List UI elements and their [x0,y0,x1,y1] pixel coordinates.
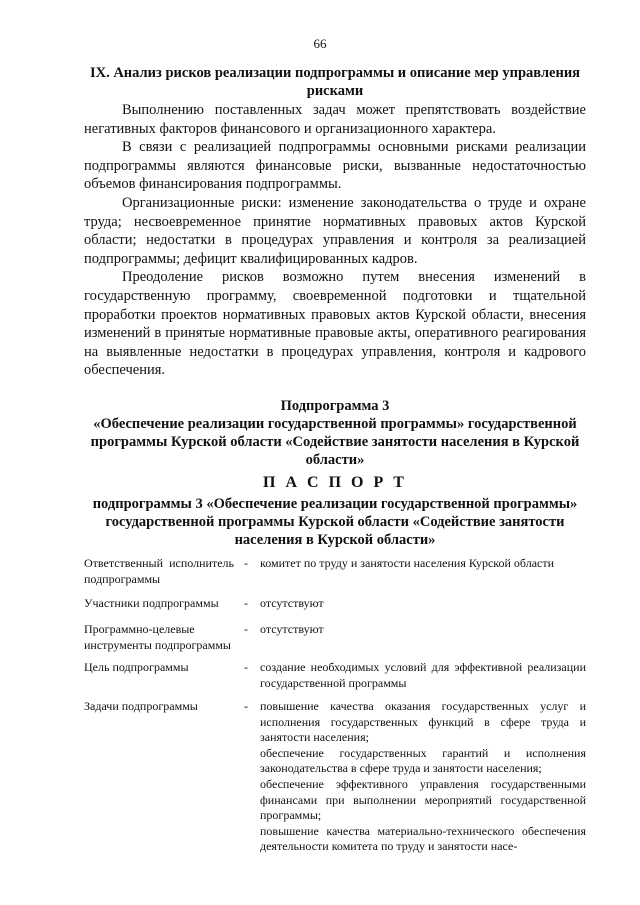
passport-row-participants [84,596,586,614]
row-value: отсутствуют [260,596,324,610]
row-label: Цель подпрограммы [84,660,189,674]
passport-row-executor [84,556,586,590]
passport-row-instruments [84,622,586,656]
row-label: Программно-целевые инструменты подпрограммы [84,622,231,652]
row-dash: - [244,596,248,610]
passport-heading: П А С П О Р Т [263,474,407,491]
passport-row-goal [84,660,586,694]
paragraph: В связи с реализацией подпрограммы основными рисками реализации подпрограммы являются финансовые риски, вызванные недостаточностью объемов финансирования подпрограммы. [84,139,586,193]
row-label: Задачи подпрограммы [84,699,198,713]
section-title: IX. Анализ рисков реализации подпрограммы и описание мер управления рисками [89,65,581,99]
row-value: отсутствуют [260,622,324,636]
row-dash: - [244,622,248,636]
section-body [84,101,586,380]
paragraph: Выполнению поставленных задач может препятствовать воздействие негативных факторов финансового и организационного характера. [84,102,586,137]
row-value: повышение качества оказания государственных услуг и исполнения государственных функций в сфере труда и занятости населения; обеспечение государственных гарантий и исполнения законодательства в сфере труда и занятости населения; обеспечение эффективного управления государственными финансами при выполнении мероприятий государственной программы; повышение качества материально-технического обеспечения деятельности комитета по труду и занятости насе- [260,699,586,854]
row-dash: - [244,660,248,674]
row-label: Ответственный исполнитель подпрограммы [84,556,234,586]
passport-title: подпрограммы 3 «Обеспечение реализации государственной программы» государственной программы Курской области «Содействие занятости населения в Курской области» [92,496,578,548]
row-dash: - [244,699,248,713]
row-value: комитет по труду и занятости населения Курской области [260,556,555,570]
paragraph: Преодоление рисков возможно путем внесения изменений в государственную программу, своевременной подготовки и тщательной проработки проектов нормативных правовых актов Курской области, внесения изменений в принятые нормативные правовые акты, оперативного реагирования на выявленные недостатки в процедурах управления, контроля и кадрового обеспечения. [84,269,586,379]
paragraph: Организационные риски: изменение законодательства о труде и охране труда; несвоевременное принятие нормативных правовых актов Курской области; недостатки в процедурах управления и контроля за реализацией подпрограммы; дефицит квалифицированных кадров. [84,194,586,267]
subprogram-title: «Обеспечение реализации государственной программы» государственной программы Курской области «Содействие занятости населения в Курской области» [90,416,580,468]
row-dash: - [244,556,248,570]
passport-row-tasks [84,699,586,859]
row-label: Участники подпрограммы [84,596,219,610]
page-number: 66 [313,36,327,51]
subprogram-heading: Подпрограмма 3 [280,398,390,414]
row-value: создание необходимых условий для эффективной реализации государственной программы [260,660,586,690]
